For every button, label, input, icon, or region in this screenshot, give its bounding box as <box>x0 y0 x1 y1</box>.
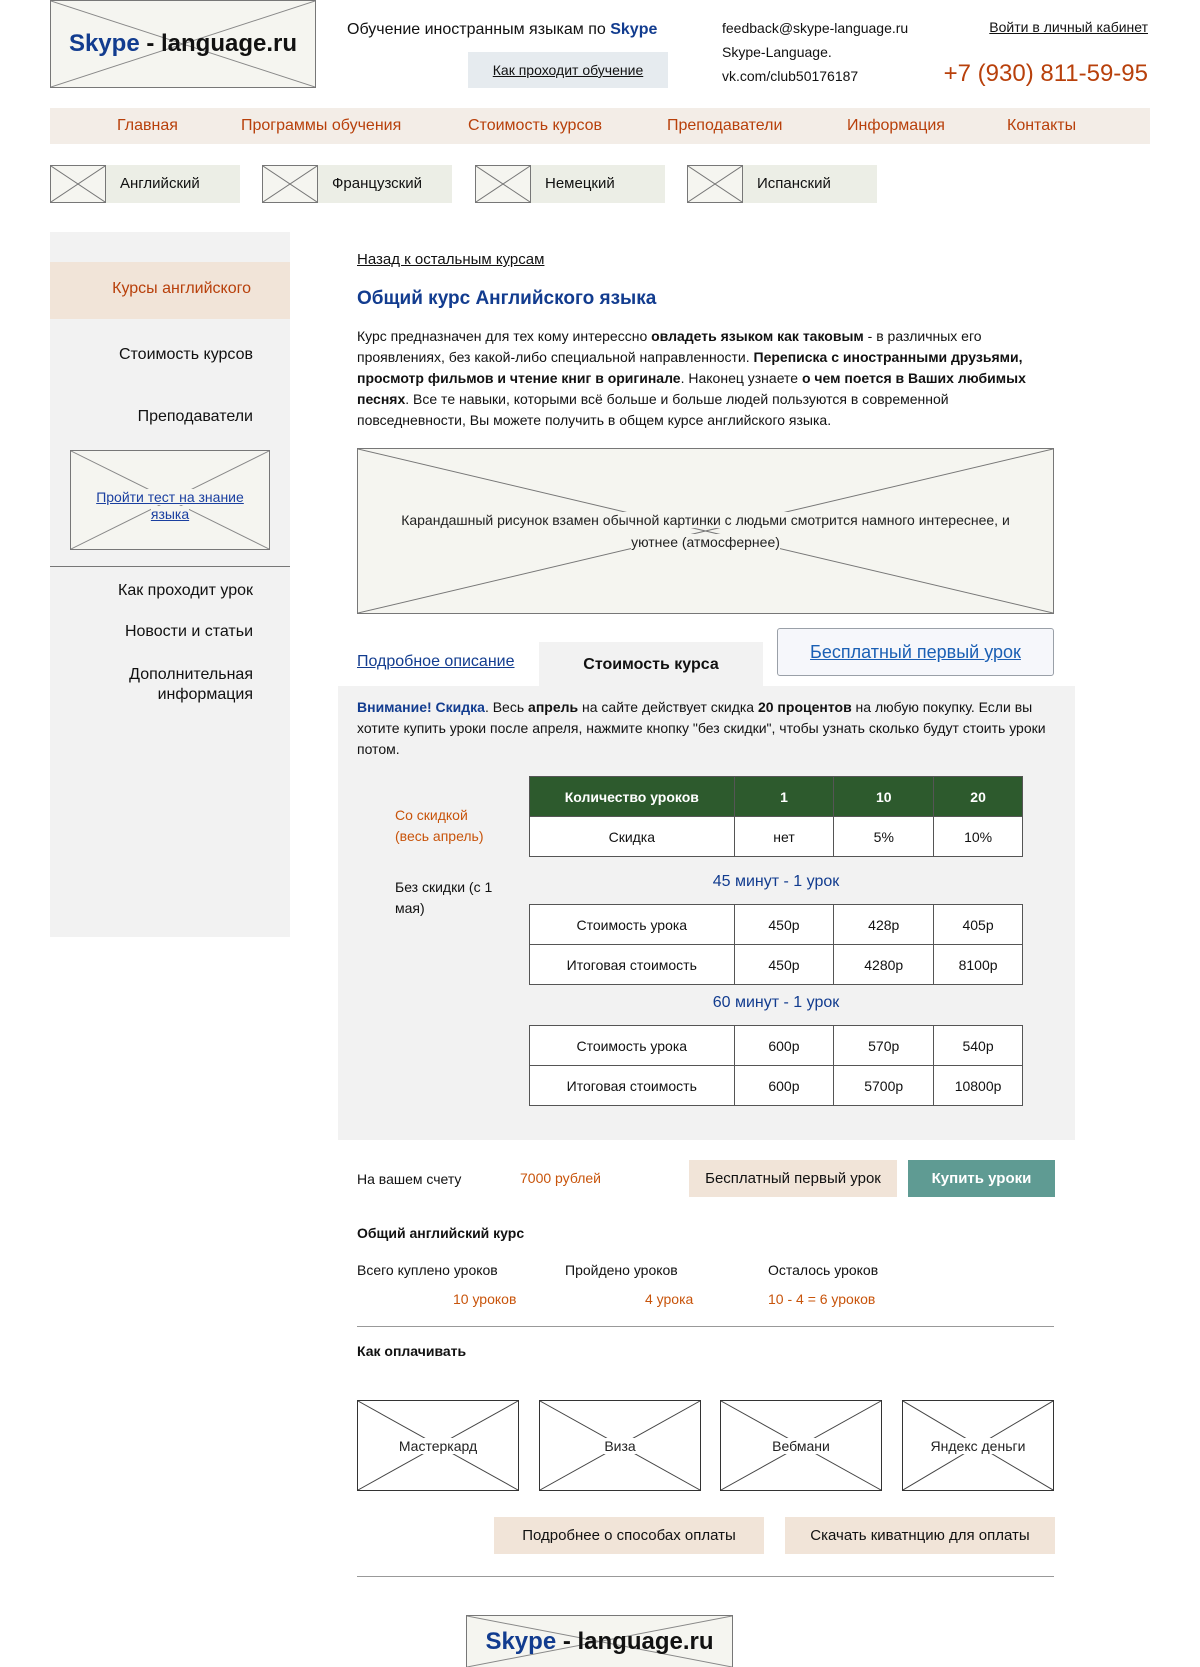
payment-yandex[interactable] <box>902 1400 1054 1491</box>
table-cell: нет <box>734 817 834 857</box>
status-value-bought: 10 уроков <box>453 1291 517 1307</box>
table-cell: 5700р <box>834 1066 934 1106</box>
lang-label: Французский <box>332 175 422 192</box>
price-table-60 <box>529 1025 1023 1106</box>
login-link[interactable]: Войти в личный кабинет <box>989 19 1148 35</box>
sidebar-item-label: Курсы английского <box>112 280 251 297</box>
contact-email[interactable]: feedback@skype-language.ru <box>722 20 909 36</box>
option-discount[interactable]: Со скидкой (весь апрель) <box>395 807 484 844</box>
sidebar-item-teachers[interactable]: Преподаватели <box>137 408 253 425</box>
table-cell: 8100р <box>934 945 1023 985</box>
logo-domain: - language.ru <box>139 30 298 57</box>
nav-teachers[interactable]: Преподаватели <box>667 117 783 134</box>
buy-lessons-button[interactable]: Купить уроки <box>908 1160 1055 1197</box>
contact-skype: Skype-Language. <box>722 44 832 60</box>
contact-vk[interactable]: vk.com/club50176187 <box>722 68 859 84</box>
table-cell: 428р <box>834 905 934 945</box>
table-cell: 600р <box>734 1026 834 1066</box>
table-cell: 570р <box>834 1026 934 1066</box>
tab-details[interactable]: Подробное описание <box>357 653 515 670</box>
table-row <box>530 945 1023 985</box>
lang-label: Немецкий <box>545 175 615 192</box>
course-illustration <box>357 448 1054 614</box>
balance-label: На вашем счету <box>357 1171 462 1187</box>
payment-label: Мастеркард <box>398 1437 478 1454</box>
logo-brand: Skype <box>68 30 140 57</box>
table-cell: 450р <box>734 905 834 945</box>
main-nav <box>50 108 1150 144</box>
table-header-row <box>530 777 1023 817</box>
table-cell: 450р <box>734 945 834 985</box>
table-row <box>530 905 1023 945</box>
price-table-45 <box>529 904 1023 985</box>
lang-label: Английский <box>120 175 200 192</box>
status-label-done: Пройдено уроков <box>565 1262 678 1278</box>
payment-mastercard[interactable] <box>357 1400 519 1491</box>
payment-details-button[interactable]: Подробнее о способах оплаты <box>494 1517 764 1554</box>
table-cell: 4280р <box>834 945 934 985</box>
table-cell: Итоговая стоимость <box>530 945 735 985</box>
lang-spanish[interactable] <box>687 165 877 203</box>
page-title: Общий курс Английского языка <box>357 288 657 309</box>
table-cell: 405р <box>934 905 1023 945</box>
nav-programs[interactable]: Программы обучения <box>241 117 402 134</box>
nav-prices[interactable]: Стоимость курсов <box>468 117 603 134</box>
balance-value: 7000 рублей <box>520 1170 601 1186</box>
sidebar-divider <box>50 566 290 567</box>
contacts <box>722 16 908 88</box>
block-45-title: 45 минут - 1 урок <box>712 873 840 890</box>
test-link[interactable]: Пройти тест на знание языка <box>96 489 244 522</box>
test-banner[interactable] <box>70 450 270 550</box>
sidebar-item-extra-info[interactable]: Дополнительная информация <box>129 666 253 703</box>
payment-label: Виза <box>604 1437 636 1454</box>
flag-icon <box>475 165 531 203</box>
discount-table <box>529 776 1023 857</box>
lang-label: Испанский <box>757 175 831 192</box>
header-cell: Количество уроков <box>530 777 735 817</box>
table-cell: 600р <box>734 1066 834 1106</box>
logo-domain: - language.ru <box>556 1627 714 1655</box>
phone-number: +7 (930) 811-59-95 <box>943 60 1148 87</box>
sidebar-item-news[interactable]: Новости и статьи <box>124 623 253 640</box>
download-receipt-button[interactable]: Скачать киватнцию для оплаты <box>785 1517 1055 1554</box>
header-cell: 1 <box>734 777 834 817</box>
logo[interactable] <box>50 0 316 88</box>
pricing-panel <box>338 686 1075 1140</box>
table-cell: Стоимость урока <box>530 1026 735 1066</box>
table-cell: Итоговая стоимость <box>530 1066 735 1106</box>
sidebar-item-prices[interactable]: Стоимость курсов <box>118 346 253 363</box>
footer-logo[interactable] <box>466 1615 733 1667</box>
status-value-left: 10 - 4 = 6 уроков <box>768 1291 876 1307</box>
nav-info[interactable]: Информация <box>847 117 945 134</box>
status-label-left: Осталось уроков <box>768 1262 879 1278</box>
flag-icon <box>687 165 743 203</box>
table-cell: 5% <box>834 817 934 857</box>
payment-label: Вебмани <box>772 1437 830 1454</box>
payment-webmoney[interactable] <box>720 1400 882 1491</box>
payment-visa[interactable] <box>539 1400 701 1491</box>
table-row <box>530 1066 1023 1106</box>
header-cell: 10 <box>834 777 934 817</box>
nav-contacts[interactable]: Контакты <box>1007 117 1077 134</box>
lang-french[interactable] <box>262 165 452 203</box>
table-cell: 10% <box>934 817 1023 857</box>
flag-icon <box>50 165 106 203</box>
sidebar <box>50 232 290 937</box>
header-cell: 20 <box>934 777 1023 817</box>
payment-label: Яндекс деньги <box>930 1437 1026 1454</box>
course-status-title: Общий английский курс <box>357 1225 525 1241</box>
divider <box>357 1576 1054 1577</box>
table-cell: Стоимость урока <box>530 905 735 945</box>
option-no-discount[interactable]: Без скидки (с 1 мая) <box>395 879 493 916</box>
free-lesson-button[interactable]: Бесплатный первый урок <box>777 628 1054 676</box>
table-row <box>530 1026 1023 1066</box>
status-value-done: 4 урока <box>645 1291 694 1307</box>
lang-english[interactable] <box>50 165 240 203</box>
table-cell: Скидка <box>530 817 735 857</box>
illustration-caption: Карандашный рисунок взамен обычной картинки с людьми смотрится намного интереснее, и уютнее (атмосфернее) <box>401 512 1010 550</box>
flag-icon <box>262 165 318 203</box>
table-row <box>530 817 1023 857</box>
divider <box>357 1326 1054 1327</box>
status-label-bought: Всего куплено уроков <box>357 1262 498 1278</box>
lang-german[interactable] <box>475 165 665 203</box>
payment-title: Как оплачивать <box>357 1343 467 1359</box>
sidebar-item-how-lesson[interactable]: Как проходит урок <box>118 582 253 599</box>
table-cell: 540р <box>934 1026 1023 1066</box>
sidebar-item-english-active[interactable] <box>50 262 290 319</box>
table-cell: 10800р <box>934 1066 1023 1106</box>
discount-notice: Внимание! Скидка. Весь апрель на сайте действует скидка 20 процентов на любую покупку. Если вы хотите купить уроки после апреля, нажмите кнопку "без скидки", чтобы узнать сколько будут стоить уроки потом. <box>357 699 1046 757</box>
course-description: Курс предназначен для тех кому интерессно овладеть языком как таковым - в различных его проявлениях, без какой-либо специальной направленности. Переписка с иностранными друзьями, просмотр фильмов и чтение книг в оригинале. Наконец узнаете о чем поется в Ваших любимых песнях. Все те навыки, которыми всё больше и больше людей пользуются в современной повседневности, Вы можете получить в общем курсе английского языка. <box>357 328 1026 428</box>
tagline: Обучение иностранным языкам по Skype <box>347 21 658 38</box>
tab-price[interactable]: Стоимость курса <box>539 642 763 688</box>
free-lesson-button-2[interactable]: Бесплатный первый урок <box>689 1160 897 1197</box>
nav-home[interactable]: Главная <box>117 117 178 134</box>
logo-brand: Skype <box>485 1627 557 1655</box>
back-link[interactable]: Назад к остальным курсам <box>357 251 545 268</box>
how-learning-button[interactable]: Как проходит обучение <box>468 52 668 88</box>
block-60-title: 60 минут - 1 урок <box>712 994 840 1011</box>
